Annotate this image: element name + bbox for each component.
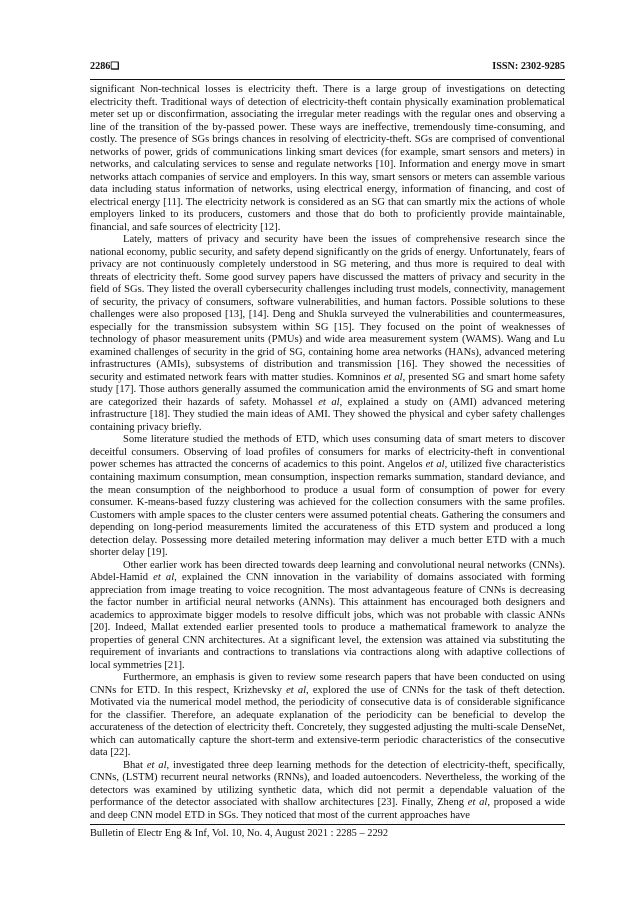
paragraph: significant Non-technical losses is electricity theft. There is a large group of investigations on detecting electricity theft. Traditional ways of detection of electricity-theft contain physically examination problematical meter set up or disconfirmation, associating the irregular meter readings with the regular ones and observing a line of the transition of the by-passed power. These ways are ineffective, tremendously time-consuming, and costly. The presence of SGs brings chances in resolving of electricity-theft. SGs are comprised of conventional networks of power, grids of communications linking smart devices (for example, smart sensors and meters) in networks, and calculating services to sense and regulate networks [10]. Information and energy move in smart networks attach companies of service and employers. In this way, smart sensors or meters can assemble various data including status information of networks, using electrical energy, information of financing, and cost of electrical energy [11]. The electricity network is considered as an SG that can smartly mix the actions of whole employers linked to its producers, customers and those that do both to proficiently provide maintainable, financial, and safe sources of electricity [12].: [90, 84, 565, 233]
paragraph: Other earlier work has been directed towards deep learning and convolutional neural networks (CNNs). Abdel-Hamid et al, explained the CNN innovation in the variability of domains associated with forming appreciation from image treating to voice recognition. The most advantageous feature of CNNs is decreasing the factor number in artificial neural networks (ANNs). This attainment has encouraged both designers and academics to approximate bigger models to resolve difficult jobs, which was not probable with classic ANNs [20]. Indeed, Mallat extended earlier presented tools to produce a mathematical framework to analyze the properties of general CNN architectures. At a significant level, the extension was attained via substituting the requirement of invariants and contractions to translations via contractions along with adaptive collections of local symmetries [21].: [90, 559, 565, 671]
issn: ISSN: 2302-9285: [492, 61, 565, 72]
paragraph: Bhat et al, investigated three deep learning methods for the detection of electricity-theft, specifically, CNNs, (LSTM) recurrent neural networks (RNNs), and loaded autoencoders. Nevertheless, the working of the detectors was examined by utilizing synthetic data, which did not permit a dependable valuation of the performance of the detector associated with shallow architectures [23]. Finally, Zheng et al, proposed a wide and deep CNN model ETD in SGs. They noticed that most of the current approaches have: [90, 759, 566, 821]
body-text: [90, 84, 565, 822]
paragraph: Some literature studied the methods of ETD, which uses consuming data of smart meters to discover deceitful consumers. Observing of load profiles of consumers for marks of electricity-theft in conventional power schemes has attracted the concerns of academics to this point. Angelos et al, utilized five characteristics containing maximum consumption, mean consumption, inspection remarks summation, standard deviance, and the mean consumption of the neighborhood to produce a usual form of consumption of power for every consumer. K-means-based fuzzy clustering was achieved for the collection consumers with the same profiles. Customers with ample spaces to the cluster centers were assumed potential cheats. Gathering the consumers and depending on long-period measurements limited the accurateness of this ETD system and produced a long detection delay. Possessing more detailed metering information may deliver a much better ETD with a much shorter delay [19].: [90, 434, 565, 559]
footer-rule: [90, 824, 565, 825]
header-rule: [90, 79, 565, 80]
paragraph: Furthermore, an emphasis is given to review some research papers that have been conducted on using CNNs for ETD. In this respect, Krizhevsky et al, explored the use of CNNs for the task of theft detection. Motivated via the numerical model method, the periodicity of consecutive data is of considerable significance for the classifier. Therefore, an adequate explanation of the periodicity can be beneficial to develop the accurateness of the detection of electricity theft. Concretely, they suggested adjusting the multi-scale DenseNet, which can automatically capture the short-term and extensive-term periodic characteristics of the consecutive data [22].: [90, 672, 565, 759]
page-number: 2286❑: [90, 61, 120, 72]
running-header: [90, 61, 565, 79]
paragraph: Lately, matters of privacy and security have been the issues of comprehensive research since the national economy, public security, and safety depend significantly on the grids of energy. Unfortunately, fears of privacy are not continuously completely understood in SG metering, and thus more is required to deal with threats of electricity theft. Some good survey papers have discussed the matters of privacy and security in the field of SGs. They listed the overall cybersecurity challenges including trust models, connectivity, management of security, the privacy of consumers, software vulnerabilities, and human factors. Possible solutions to these challenges were also proposed [13], [14]. Deng and Shukla surveyed the vulnerabilities and countermeasures, especially for the transmission subsystem within SG [15]. They focused on the point of weaknesses of technology of phasor measurement units (PMUs) and wide area measurement system (WAMS). Wang and Lu examined challenges of security in the grid of SG, containing home area networks (HANs), advanced metering infrastructures (AMIs), subsystems of distribution and transmission [16]. They showed the necessities of security and estimated network fears with matter studies. Komninos et al, presented SG and smart home safety study [17]. Those authors generally assumed the communication amid the environments of SG and smart home are categorized their hazards of safety. Mohassel et al, explained a study on (AMI) advanced metering infrastructure [18]. They studied the main ideas of AMI. They showed the physical and cyber safety challenges containing privacy briefly.: [90, 234, 566, 433]
running-footer: Bulletin of Electr Eng & Inf, Vol. 10, No. 4, August 2021 : 2285 – 2292: [90, 828, 389, 839]
